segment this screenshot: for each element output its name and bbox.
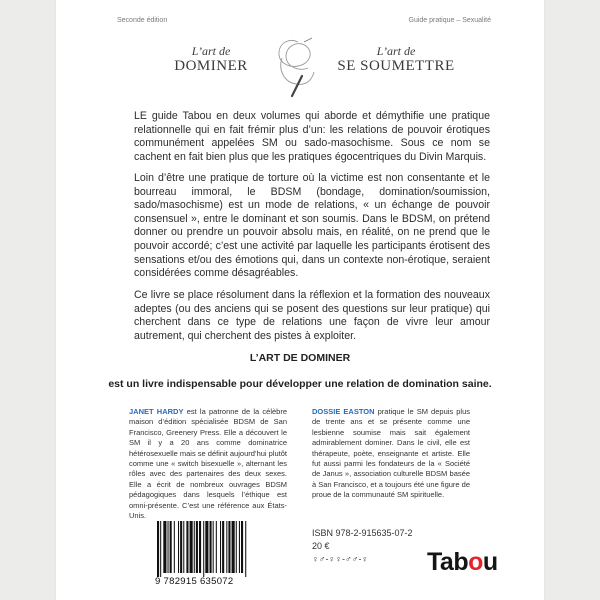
barcode-bar	[222, 521, 224, 573]
barcode-number: 9 782915 635072	[155, 576, 234, 587]
barcode	[155, 521, 279, 577]
edition-label: Seconde édition	[117, 17, 168, 24]
author-name-janet: JANET HARDY	[129, 407, 184, 416]
author-bio-janet	[129, 407, 287, 521]
book-meta	[312, 527, 413, 566]
barcode-bar	[236, 521, 237, 573]
barcode-bar	[239, 521, 240, 573]
logo-suffix: u	[482, 548, 498, 576]
whip-icon	[268, 36, 324, 100]
barcode-bar	[216, 521, 217, 573]
barcode-bar	[157, 521, 159, 577]
barcode-bar	[199, 521, 201, 573]
barcode-bar	[245, 521, 246, 577]
author-text-janet: est la patronne de la célèbre maison d’édition spécialisée BDSM de San Francisco, Greenery Press. Elle a découvert le SM il y a 20 ans comme dominatrice hétérosexuelle mais se définit aujourd’hui plutôt comme une « switch bisexuelle », alternant les rôles avec des partenaires des deux sexes. Elle a écrit de nombreux ouvrages BDSM pédagogiques dans lesquels l’éthique est omni-présente. C’est une référence aux États-Unis.	[129, 407, 288, 521]
barcode-bar	[232, 521, 235, 573]
title-dominer-big: DOMINER	[174, 58, 248, 74]
barcode-bar	[203, 521, 204, 577]
highlight-tagline: est un livre indispensable pour développer une relation de domination saine.	[108, 378, 492, 390]
barcode-bar	[226, 521, 227, 573]
author-text-dossie: pratique le SM depuis plus de trente ans et se présente comme une lesbienne soumise mais sait également admirablement dominer. Dans le civil, elle est thérapeute, poète, enseignante et artiste. Elle fut aussi parmi les fondateurs de la « Société de Janus », association culturelle BDSM basée à San Francisco, et a toujours été une figure de proue de la communauté SM spirituelle.	[312, 407, 471, 500]
logo-prefix: Tab	[427, 548, 469, 576]
back-cover	[56, 0, 544, 600]
title-soumettre	[326, 45, 466, 75]
category-label: Guide pratique – Sexualité	[408, 17, 491, 24]
barcode-bar	[168, 521, 169, 573]
logo-o: o	[468, 548, 483, 576]
isbn: ISBN 978-2-915635-07-2	[312, 528, 413, 538]
gender-symbols: ♀♂-♀♀-♂♂-♀	[312, 554, 369, 564]
barcode-bar	[180, 521, 182, 573]
barcode-bar	[170, 521, 172, 573]
barcode-bar	[220, 521, 221, 573]
barcode-bar	[210, 521, 212, 573]
barcode-bar	[174, 521, 175, 573]
barcode-bar	[183, 521, 184, 573]
barcode-bar	[228, 521, 230, 573]
title-dominer	[156, 45, 266, 75]
barcode-bar	[213, 521, 214, 573]
barcode-bar	[205, 521, 208, 573]
barcode-bar	[163, 521, 166, 573]
barcode-bar	[196, 521, 198, 573]
highlight-title: L’ART DE DOMINER	[249, 352, 351, 364]
barcode-bar	[190, 521, 193, 573]
barcode-bar	[160, 521, 161, 577]
price: 20 €	[312, 541, 330, 551]
title-dominer-small: L’art de	[191, 44, 231, 58]
purpose-paragraph: Ce livre se place résolument dans la réflexion et la formation des nouveaux adeptes (ou des anciens qui se posent des questions sur leur pratique) qui cherchent dans ce type de relations une façon de vivre leur amour autrement, qui cherchent des pistes à exploiter.	[134, 289, 490, 342]
barcode-bar	[194, 521, 195, 573]
author-name-dossie: DOSSIE EASTON	[312, 407, 375, 416]
author-bio-dossie	[312, 407, 470, 501]
barcode-bar	[178, 521, 179, 573]
definition-paragraph: Loin d’être une pratique de torture où la victime est non consentante et le bourreau immoral, le BDSM (bondage, domination/soumission, sado/masochisme) est un mode de relations, « un échange de pouvoir consensuel », entre le dominant et son soumis. Dans le BDSM, on prétend donner ou prendre un pouvoir absolu mais, en réalité, on ne prend que le pouvoir accordé; c’est une activité par laquelle les participants érotisent des sensations et/ou des émotions qui, dans un contexte non-érotique, seraient considérées comme désagréables.	[134, 172, 490, 280]
barcode-bar	[241, 521, 243, 573]
intro-paragraph: LE guide Tabou en deux volumes qui aborde et démythifie une pratique relationnelle qui en fait frémir plus d’un: les relations de pouvoir érotiques communément appelées SM ou sado-masochisme. Sous ce nom se cachent en fait bien plus que les pratiques égocentriques du Divin Marquis.	[134, 110, 490, 163]
title-soumettre-small: L’art de	[376, 44, 416, 58]
barcode-bar	[186, 521, 188, 573]
tabou-logo	[427, 548, 498, 577]
title-soumettre-big: SE SOUMETTRE	[337, 58, 455, 74]
